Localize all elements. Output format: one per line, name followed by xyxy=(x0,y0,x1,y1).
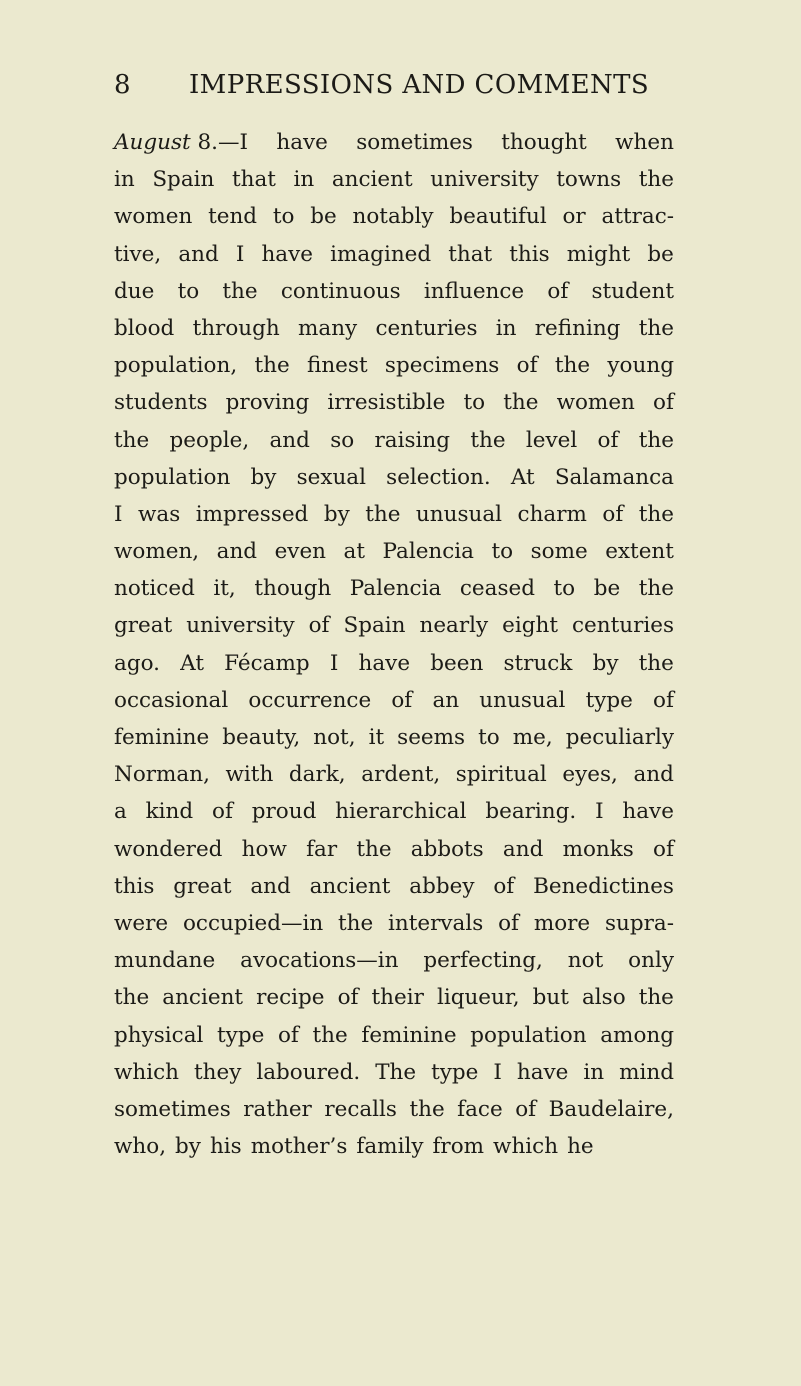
word: of xyxy=(308,613,330,639)
word: feminine xyxy=(361,1022,457,1048)
word: influence xyxy=(423,278,525,304)
word: sexual xyxy=(296,464,366,490)
word: how xyxy=(241,836,287,862)
word: Spain xyxy=(152,167,215,193)
word: among xyxy=(600,1022,674,1048)
word: of xyxy=(602,501,624,527)
word: of xyxy=(653,390,674,416)
word: The xyxy=(375,1059,417,1085)
word: I xyxy=(595,799,604,825)
word: this xyxy=(509,241,550,267)
word: tend xyxy=(208,204,258,230)
date-label: August xyxy=(114,130,191,155)
word: supra- xyxy=(604,910,674,936)
word: many xyxy=(298,315,358,341)
word: it, xyxy=(213,576,236,602)
word: peculiarly xyxy=(565,725,674,750)
word: of xyxy=(391,687,413,713)
word: tive, xyxy=(114,241,162,267)
word: they xyxy=(194,1059,242,1085)
word: in xyxy=(495,315,517,341)
word: of xyxy=(597,427,619,453)
word: Norman, xyxy=(114,762,210,788)
word: a xyxy=(114,799,127,825)
word: the xyxy=(222,278,258,304)
text-line xyxy=(114,1017,674,1054)
word: the xyxy=(638,650,674,676)
word: beautiful xyxy=(449,204,547,230)
word: also xyxy=(581,985,626,1011)
word: which xyxy=(493,1134,559,1160)
text-line xyxy=(114,645,674,682)
word: who, xyxy=(114,1134,167,1160)
word: of xyxy=(212,799,233,825)
word: so xyxy=(330,427,355,453)
word: attrac- xyxy=(601,204,674,230)
word: specimens xyxy=(384,353,500,379)
text-line xyxy=(114,273,674,310)
paragraph-lines xyxy=(114,161,674,1165)
word: recipe xyxy=(256,985,325,1011)
word: but xyxy=(532,985,569,1011)
word: of xyxy=(498,910,519,936)
text-line xyxy=(114,124,674,161)
word: great xyxy=(114,613,173,639)
text-line xyxy=(114,161,674,198)
word: or xyxy=(562,204,586,230)
text-line xyxy=(114,1091,674,1128)
word: to xyxy=(463,390,486,416)
word: this xyxy=(114,873,155,899)
word: I xyxy=(235,241,245,267)
word: raising xyxy=(374,427,451,453)
word: students xyxy=(114,390,208,416)
word: an xyxy=(432,687,460,713)
text-line xyxy=(114,459,674,496)
text-line xyxy=(114,905,674,942)
word: not xyxy=(567,948,604,974)
word: university xyxy=(186,613,295,639)
text-line xyxy=(114,533,674,570)
word: continuous xyxy=(280,278,401,304)
first-line-text xyxy=(114,124,248,161)
word: due xyxy=(114,278,155,304)
word: to xyxy=(478,725,500,750)
word: be xyxy=(593,576,621,602)
word: sometimes xyxy=(114,1096,231,1122)
word: population, xyxy=(114,353,238,379)
word: mother’s xyxy=(250,1134,348,1160)
word: nearly xyxy=(419,613,489,639)
text-line xyxy=(114,422,674,459)
word: sometimes xyxy=(356,130,473,155)
word: dark, xyxy=(288,762,346,788)
word: be xyxy=(647,241,674,267)
word: the xyxy=(638,427,674,453)
word: that xyxy=(448,241,493,267)
word: At xyxy=(180,650,204,676)
word: student xyxy=(591,278,674,304)
word: liqueur, xyxy=(436,985,520,1011)
word: far xyxy=(306,836,338,862)
running-head xyxy=(114,70,674,110)
word: Benedictines xyxy=(533,873,674,899)
word: have xyxy=(358,650,411,676)
word: Baudelaire, xyxy=(548,1096,674,1122)
word: great xyxy=(173,873,232,899)
word: struck xyxy=(503,650,573,676)
word: type xyxy=(217,1022,265,1048)
word: was xyxy=(137,501,181,527)
word: eyes, xyxy=(562,762,618,788)
word: noticed xyxy=(114,576,195,602)
word: physical xyxy=(114,1022,204,1048)
word: kind xyxy=(145,799,194,825)
running-title: IMPRESSIONS AND COMMENTS xyxy=(189,70,650,100)
word: to xyxy=(491,539,514,565)
word: the xyxy=(338,910,374,936)
word: me, xyxy=(512,725,553,750)
text-line xyxy=(114,310,674,347)
word: beauty, xyxy=(222,725,301,750)
word: were xyxy=(114,910,169,936)
word: proud xyxy=(251,799,317,825)
word: wondered xyxy=(114,836,223,862)
page-number: 8 xyxy=(114,70,131,100)
word: selection. xyxy=(386,464,491,490)
word: blood xyxy=(114,315,175,341)
word: women xyxy=(556,390,635,416)
body-text xyxy=(114,124,674,1165)
word: by xyxy=(175,1134,201,1160)
word: ancient xyxy=(162,985,244,1011)
text-line xyxy=(114,1128,674,1165)
word: feminine xyxy=(114,725,210,750)
word: recalls xyxy=(324,1096,397,1122)
word: rather xyxy=(243,1096,312,1122)
word: the xyxy=(554,353,591,379)
word: charm xyxy=(517,501,587,527)
word: and xyxy=(216,539,258,565)
word: when xyxy=(615,130,674,155)
word: the xyxy=(254,353,290,379)
word: at xyxy=(343,539,365,565)
word: the xyxy=(312,1022,348,1048)
word: population xyxy=(114,464,231,490)
text-line xyxy=(114,1054,674,1091)
word: though xyxy=(254,576,332,602)
text-line xyxy=(114,979,674,1016)
word: Palencia xyxy=(349,576,442,602)
word: have xyxy=(622,799,674,825)
word: Spain xyxy=(343,613,406,639)
word: of xyxy=(277,1022,299,1048)
word: ancient xyxy=(309,873,391,899)
word: of xyxy=(515,1096,537,1122)
text-line xyxy=(114,607,674,644)
word: through xyxy=(192,315,280,341)
word: the xyxy=(638,985,674,1011)
text-line xyxy=(114,942,674,979)
word: it xyxy=(368,725,385,750)
word: ago. xyxy=(114,650,160,676)
word: of xyxy=(337,985,359,1011)
word: unusual xyxy=(415,501,503,527)
word: eight xyxy=(502,613,559,639)
word: the xyxy=(638,315,674,341)
word: by xyxy=(323,501,350,527)
word: from xyxy=(432,1134,485,1160)
word: spiritual xyxy=(455,762,547,788)
word: seems xyxy=(397,725,466,750)
word: extent xyxy=(605,539,674,565)
word: occurrence xyxy=(248,687,372,713)
word: and xyxy=(633,762,674,788)
word: the xyxy=(409,1096,445,1122)
word: be xyxy=(310,204,337,230)
word: bearing. xyxy=(485,799,577,825)
word: might xyxy=(566,241,631,267)
word: that xyxy=(231,167,276,193)
word: the xyxy=(638,576,674,602)
word: irresistible xyxy=(327,390,446,416)
word: refining xyxy=(534,315,621,341)
word: finest xyxy=(307,353,368,379)
word: occasional xyxy=(114,687,229,713)
text-line xyxy=(114,831,674,868)
word: by xyxy=(250,464,277,490)
word: of xyxy=(653,687,674,713)
word: in xyxy=(583,1059,605,1085)
text-line xyxy=(114,198,674,235)
word: hierarchical xyxy=(335,799,467,825)
text-line xyxy=(114,682,674,719)
word: the xyxy=(365,501,401,527)
word: of xyxy=(547,278,569,304)
word: type xyxy=(585,687,633,713)
word: have xyxy=(276,130,328,155)
word: the xyxy=(114,985,150,1011)
word: he xyxy=(567,1134,594,1160)
word: notably xyxy=(352,204,434,230)
word: Palencia xyxy=(382,539,475,565)
text-line xyxy=(114,384,674,421)
word: ancient xyxy=(331,167,413,193)
word: to xyxy=(553,576,576,602)
word: even xyxy=(274,539,327,565)
word: young xyxy=(607,353,674,379)
word: the xyxy=(638,167,674,193)
word: family xyxy=(356,1134,424,1160)
word: the xyxy=(503,390,539,416)
word: only xyxy=(628,948,674,974)
word: towns xyxy=(556,167,622,193)
word: which xyxy=(114,1059,180,1085)
word: I xyxy=(114,501,123,527)
word: women xyxy=(114,204,193,230)
word: perfecting, xyxy=(423,948,543,974)
word: Salamanca xyxy=(554,464,674,490)
word: people, xyxy=(169,427,250,453)
word: 8.—I xyxy=(190,130,249,155)
word: and xyxy=(178,241,219,267)
word: I xyxy=(493,1059,502,1085)
text-line xyxy=(114,347,674,384)
text-line xyxy=(114,756,674,793)
word: university xyxy=(430,167,539,193)
word: abbey xyxy=(409,873,475,899)
word: impressed xyxy=(195,501,309,527)
word: unusual xyxy=(479,687,566,713)
word: to xyxy=(272,204,295,230)
word: level xyxy=(525,427,578,453)
word: by xyxy=(592,650,619,676)
word: mundane xyxy=(114,948,216,974)
text-line xyxy=(114,868,674,905)
word: occupied—in xyxy=(182,910,324,936)
word: face xyxy=(457,1096,503,1122)
word: laboured. xyxy=(256,1059,361,1085)
word: imagined xyxy=(330,241,432,267)
word: intervals xyxy=(388,910,484,936)
word: more xyxy=(533,910,591,936)
word: thought xyxy=(501,130,587,155)
word: have xyxy=(261,241,313,267)
word: the xyxy=(470,427,506,453)
word: the xyxy=(356,836,392,862)
word: monks xyxy=(562,836,634,862)
word: have xyxy=(516,1059,569,1085)
word: the xyxy=(114,427,150,453)
word: type xyxy=(431,1059,479,1085)
word: of xyxy=(653,836,674,862)
word: in xyxy=(293,167,315,193)
word: ardent, xyxy=(361,762,441,788)
word: the xyxy=(638,501,674,527)
word: I xyxy=(329,650,339,676)
word: been xyxy=(430,650,484,676)
word: Fécamp xyxy=(224,650,310,676)
word: of xyxy=(516,353,538,379)
word: with xyxy=(225,762,274,788)
word: centuries xyxy=(375,315,478,341)
word: and xyxy=(250,873,291,899)
word: At xyxy=(510,464,535,490)
word: centuries xyxy=(571,613,674,639)
word: not, xyxy=(313,725,356,750)
word: his xyxy=(209,1134,242,1160)
word: population xyxy=(470,1022,587,1048)
word: women, xyxy=(114,539,200,565)
word: and xyxy=(269,427,310,453)
word: proving xyxy=(225,390,310,416)
word: and xyxy=(502,836,544,862)
text-line xyxy=(114,793,674,830)
text-line xyxy=(114,496,674,533)
text-line xyxy=(114,570,674,607)
word: of xyxy=(493,873,515,899)
word: in xyxy=(114,167,135,193)
word: to xyxy=(177,278,200,304)
text-line xyxy=(114,719,674,756)
word: their xyxy=(371,985,424,1011)
word: abbots xyxy=(410,836,484,862)
word: ceased xyxy=(459,576,535,602)
word: mind xyxy=(619,1059,674,1085)
word: some xyxy=(530,539,588,565)
text-line xyxy=(114,236,674,273)
word: avocations—in xyxy=(240,948,399,974)
